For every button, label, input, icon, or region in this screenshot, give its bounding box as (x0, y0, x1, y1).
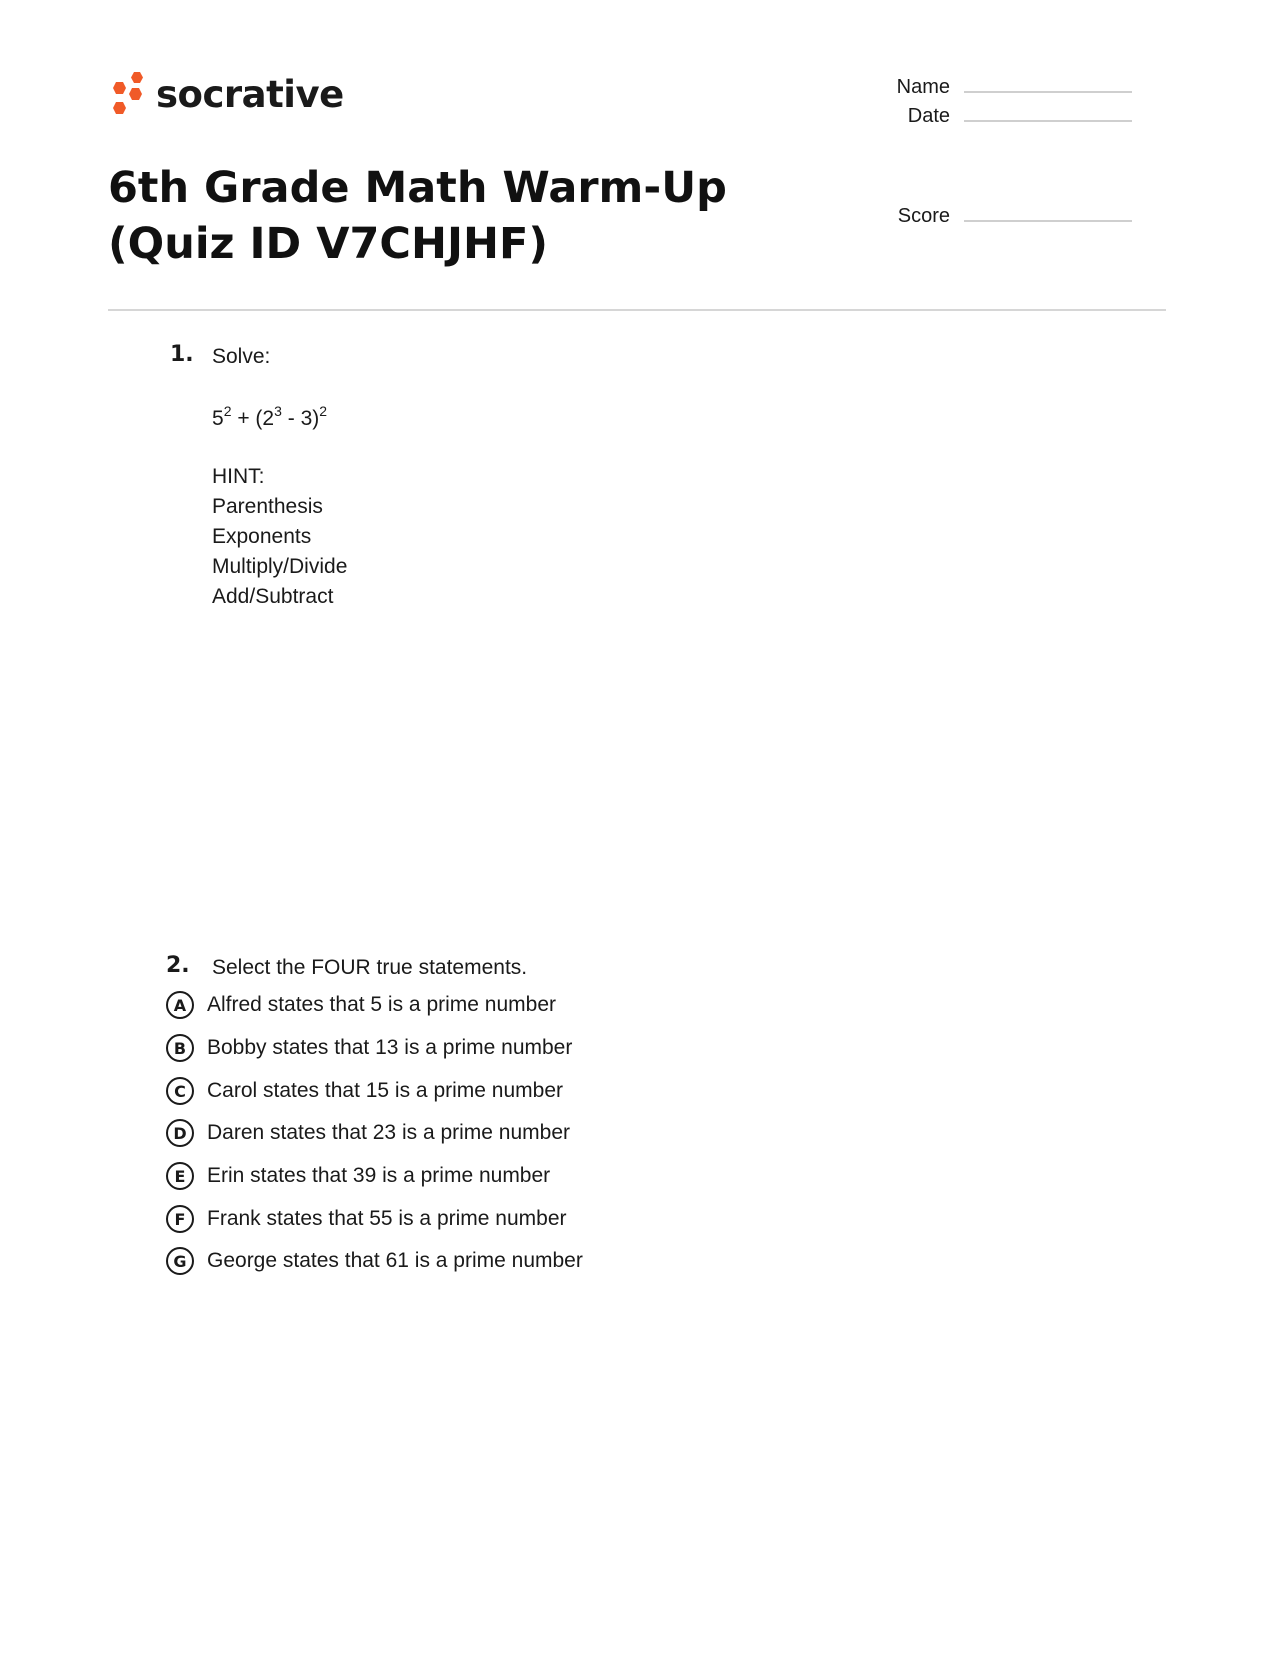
answer-bubble[interactable]: C (166, 1077, 194, 1105)
option-text: Bobby states that 13 is a prime number (207, 1036, 573, 1059)
score-field[interactable] (830, 205, 1132, 228)
header-divider (108, 309, 1166, 311)
date-label: Date (907, 105, 950, 127)
name-label: Name (896, 76, 950, 98)
option-text: Carol states that 15 is a prime number (207, 1079, 563, 1102)
quiz-title: 6th Grade Math Warm-Up (Quiz ID V7CHJHF) (108, 163, 727, 269)
answer-bubble[interactable]: A (166, 991, 194, 1019)
answer-bubble[interactable]: D (166, 1119, 194, 1147)
hint-line: Multiply/Divide (212, 555, 348, 578)
socrative-logo (108, 70, 344, 118)
option-g[interactable] (166, 1245, 583, 1277)
question-prompt: Solve: (212, 345, 271, 368)
name-line[interactable] (964, 90, 1132, 93)
answer-bubble[interactable]: B (166, 1034, 194, 1062)
date-field[interactable] (830, 105, 1132, 128)
option-b[interactable] (166, 1032, 572, 1064)
question-number: 2. (166, 953, 190, 978)
score-line[interactable] (964, 219, 1132, 222)
score-label: Score (897, 205, 950, 227)
answer-bubble[interactable]: F (166, 1205, 194, 1233)
option-text: Daren states that 23 is a prime number (207, 1121, 571, 1144)
date-line[interactable] (964, 119, 1132, 122)
hint-line: Add/Subtract (212, 585, 334, 608)
hint-block (212, 462, 347, 612)
question-number: 1. (170, 342, 194, 367)
option-d[interactable] (166, 1117, 570, 1149)
hint-line: Exponents (212, 525, 312, 548)
question-prompt: Select the FOUR true statements. (212, 956, 528, 979)
answer-bubble[interactable]: G (166, 1247, 194, 1275)
option-text: Frank states that 55 is a prime number (207, 1207, 567, 1230)
brand-name: socrative (156, 72, 344, 116)
hexagon-cluster-icon (108, 70, 148, 118)
option-c[interactable] (166, 1075, 563, 1107)
option-a[interactable] (166, 989, 556, 1021)
name-field[interactable] (830, 76, 1132, 99)
option-e[interactable] (166, 1160, 550, 1192)
answer-bubble[interactable]: E (166, 1162, 194, 1190)
hint-line: HINT: (212, 465, 265, 488)
option-f[interactable] (166, 1203, 567, 1235)
option-text: George states that 61 is a prime number (207, 1249, 583, 1272)
option-text: Alfred states that 5 is a prime number (207, 993, 556, 1016)
math-expression: $5^2 + (2^3 - 3)^2$ (212, 403, 328, 430)
hint-line: Parenthesis (212, 495, 323, 518)
option-text: Erin states that 39 is a prime number (207, 1164, 551, 1187)
